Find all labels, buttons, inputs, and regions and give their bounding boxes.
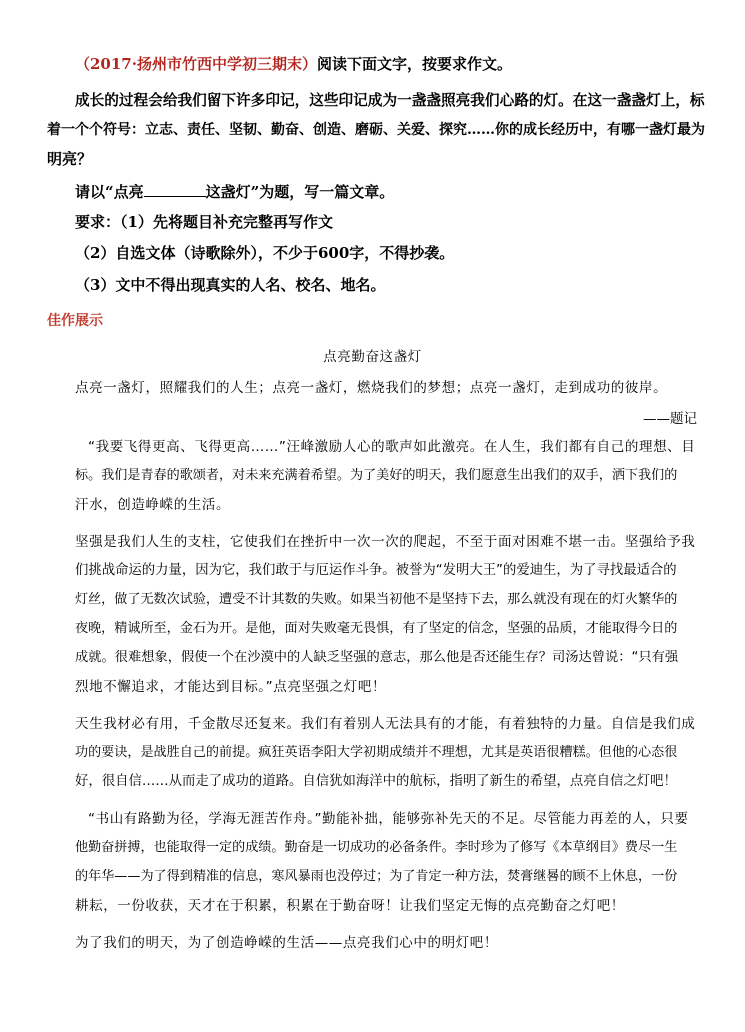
prompt-intro: 阅读下面文字，按要求作文。 xyxy=(316,55,512,73)
source-citation: （2017·扬州市竹西中学初三期末） xyxy=(75,55,317,73)
prompt-paragraph-line: 明亮？ xyxy=(47,150,93,168)
epigraph-signature: ——题记 xyxy=(643,411,697,427)
essay-line: 为了我们的明天，为了创造峥嵘的生活——点亮我们心中的明灯吧！ xyxy=(75,935,498,951)
title-blank xyxy=(144,182,206,197)
essay-line: 夜晚，精诚所至，金石为开。是他，面对失败毫无畏惧，有了坚定的信念，坚强的品质，才能取得今日的 xyxy=(75,621,678,636)
essay-line: 功的要诀，是战胜自己的前提。疯狂英语李阳大学初期成绩并不理想，尤其是英语很糟糕。但他的心态很 xyxy=(75,745,678,760)
requirement-1: 要求：（1）先将题目补充完整再写作文 xyxy=(75,213,333,231)
essay-line: 的年华——为了得到精准的信息，寒风暴雨也没停过；为了肯定一种方法，焚膏继晷的顾不上休息，一份 xyxy=(75,869,678,884)
task-suffix: 这盏灯”为题，写一篇文章。 xyxy=(205,183,395,201)
requirement-2: （2）自选文体（诗歌除外），不少于600字，不得抄袭。 xyxy=(75,244,455,262)
essay-line: “我要飞得更高、飞得更高……”汪峰激励人心的歌声如此激亮。在人生，我们都有自己的理想、目 xyxy=(88,439,696,455)
essay-line: 天生我材必有用，千金散尽还复来。我们有着别人无法具有的才能，有着独特的力量。自信是我们成 xyxy=(75,716,696,732)
essay-line: 标。我们是青春的歌颂者，对未来充满着希望。为了美好的明天，我们愿意生出我们的双手，洒下我们的 xyxy=(75,468,678,483)
prompt-paragraph-line: 着一个个符号：立志、责任、坚韧、勤奋、创造、磨砺、关爱、探究……你的成长经历中，有哪一盏灯最为 xyxy=(47,122,705,138)
prompt-task xyxy=(75,182,394,202)
essay-epigraph: 点亮一盏灯，照耀我们的人生；点亮一盏灯，燃烧我们的梦想；点亮一盏灯，走到成功的彼岸。 xyxy=(75,380,668,396)
essay-line: 好，很自信……从而走了成功的道路。自信犹如海洋中的航标，指明了新生的希望，点亮自信之灯吧！ xyxy=(75,774,677,789)
essay-title: 点亮勤奋这盏灯 xyxy=(323,349,422,365)
essay-line: 他勤奋拼搏，也能取得一定的成绩。勤奋是一切成功的必备条件。李时珍为了修写《本草纲目》费尽一生 xyxy=(75,840,678,855)
essay-line: 成就。很难想象，假使一个在沙漠中的人缺乏坚强的意志，那么他是否还能生存？司汤达曾说：“只有强 xyxy=(75,650,679,665)
prompt-header xyxy=(75,54,512,74)
section-heading: 佳作展示 xyxy=(47,313,103,329)
requirement-3: （3）文中不得出现真实的人名、校名、地名。 xyxy=(75,276,386,294)
essay-line: 烈地不懈追求，才能达到目标。”点亮坚强之灯吧！ xyxy=(75,679,387,695)
essay-line: 汗水，创造峥嵘的生活。 xyxy=(75,497,231,513)
essay-line: 坚强是我们人生的支柱，它使我们在挫折中一次一次的爬起，不至于面对困难不堪一击。坚强给予我 xyxy=(75,534,696,550)
task-prefix: 请以“点亮 xyxy=(75,183,144,201)
prompt-paragraph-line: 成长的过程会给我们留下许多印记，这些印记成为一盏盏照亮我们心路的灯。在这一盏盏灯上，标 xyxy=(75,92,705,109)
essay-line: 灯丝，做了无数次试验，遭受不计其数的失败。如果当初他不是坚持下去，那么就没有现在的灯火繁华的 xyxy=(75,592,678,607)
essay-line: 耕耘，一份收获，天才在于积累，积累在于勤奋呀！让我们坚定无悔的点亮勤奋之灯吧！ xyxy=(75,898,625,914)
essay-line: 们挑战命运的力量，因为它，我们敢于与厄运作斗争。被誉为“发明大王”的爱迪生，为了寻找最适合的 xyxy=(75,563,677,578)
essay-line: “书山有路勤为径，学海无涯苦作舟。”勤能补拙，能够弥补先天的不足。尽管能力再差的人，只要 xyxy=(88,811,689,827)
